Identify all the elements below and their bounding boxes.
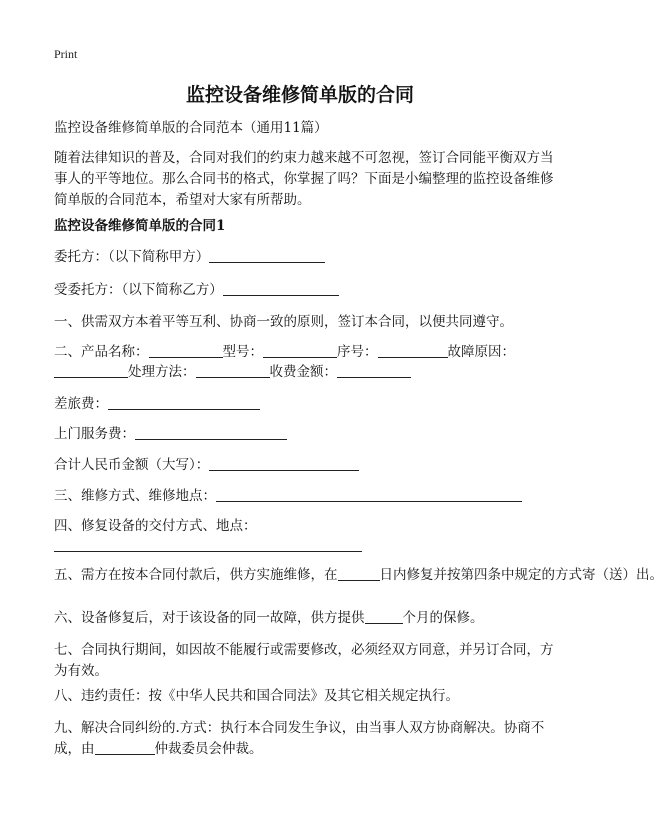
model-blank (263, 342, 337, 358)
product-blank (149, 342, 223, 358)
clause-5-text-a: 五、需方在按本合同付款后，供方实施维修，在 (54, 567, 338, 583)
clause-6-blank (365, 608, 403, 624)
clause-6-text-b: 个月的保修。 (402, 610, 484, 626)
clause-4-blank-line (54, 536, 554, 557)
client-label: 委托方：（以下简称甲方） (54, 249, 210, 265)
clause-3-blank (216, 486, 522, 502)
clause-2-line-1 (54, 342, 554, 363)
service-label: 上门服务费： (54, 426, 135, 442)
clause-client (54, 247, 554, 268)
fault-blank (54, 362, 128, 378)
clause-6-text-a: 六、设备修复后，对于该设备的同一故障，供方提供 (54, 610, 365, 626)
clause-1: 一、供需双方本着平等互利、协商一致的原则，签订本合同，以便共同遵守。 (54, 314, 513, 330)
contractor-blank (223, 280, 339, 296)
serial-label: 序号： (337, 344, 378, 360)
clause-9-text-a: 九、解决合同纠纷的.方式：执行本合同发生争议，由当事人双方协商解决。协商不成，由 (54, 720, 545, 757)
clause-5-text-b: 日内修复并按第四条中规定的方式寄（送）出。 (379, 567, 663, 583)
clause-contractor (54, 280, 554, 301)
clause-6 (54, 608, 554, 629)
print-link[interactable]: Print (54, 47, 78, 61)
service-blank (135, 424, 287, 440)
fault-label: 故障原因： (447, 344, 515, 360)
clause-9-blank (95, 739, 155, 755)
travel-fee (54, 394, 554, 415)
client-blank (209, 247, 325, 263)
clause-9-text-b: 仲裁委员会仲裁。 (154, 741, 263, 757)
model-label: 型号： (222, 344, 263, 360)
section-heading: 监控设备维修简单版的合同1 (54, 218, 226, 234)
service-fee (54, 424, 554, 445)
serial-blank (378, 342, 448, 358)
clause-4: 四、修复设备的交付方式、地点： (54, 518, 257, 534)
clause-3-label: 三、维修方式、维修地点： (54, 488, 216, 504)
subtitle: 监控设备维修简单版的合同范本（通用11篇） (54, 120, 328, 136)
travel-blank (108, 394, 260, 410)
method-label: 处理方法： (128, 364, 196, 380)
clause-4-blank (54, 536, 362, 552)
clause-2-line-2 (54, 362, 554, 383)
clause-5-line-1 (54, 565, 663, 586)
total-label: 合计人民币金额（大写）： (54, 457, 210, 473)
clause-5-blank (338, 565, 380, 581)
page-title: 监控设备维修简单版的合同 (185, 84, 414, 106)
total-blank (209, 455, 359, 471)
clause-7: 七、合同执行期间，如因故不能履行或需要修改，必须经双方同意，并另订合同，方为有效。 (54, 642, 554, 679)
total-amount (54, 455, 554, 476)
clause-8: 八、违约责任：按《中华人民共和国合同法》及其它相关规定执行。 (54, 688, 459, 704)
product-label: 二、产品名称： (54, 344, 149, 360)
intro-paragraph: 随着法律知识的普及，合同对我们的约束力越来越不可忽视，签订合同能平衡双方当事人的平等地位。那么合同书的格式，你掌握了吗？下面是小编整理的监控设备维修简单版的合同范本，希望对大家有所帮助。 (54, 150, 554, 208)
method-blank (196, 362, 270, 378)
clause-3 (54, 486, 554, 507)
contractor-label: 受委托方：（以下简称乙方） (54, 282, 223, 298)
fee-blank (337, 362, 411, 378)
clause-9 (54, 718, 554, 760)
fee-label: 收费金额： (269, 364, 337, 380)
travel-label: 差旅费： (54, 396, 108, 412)
